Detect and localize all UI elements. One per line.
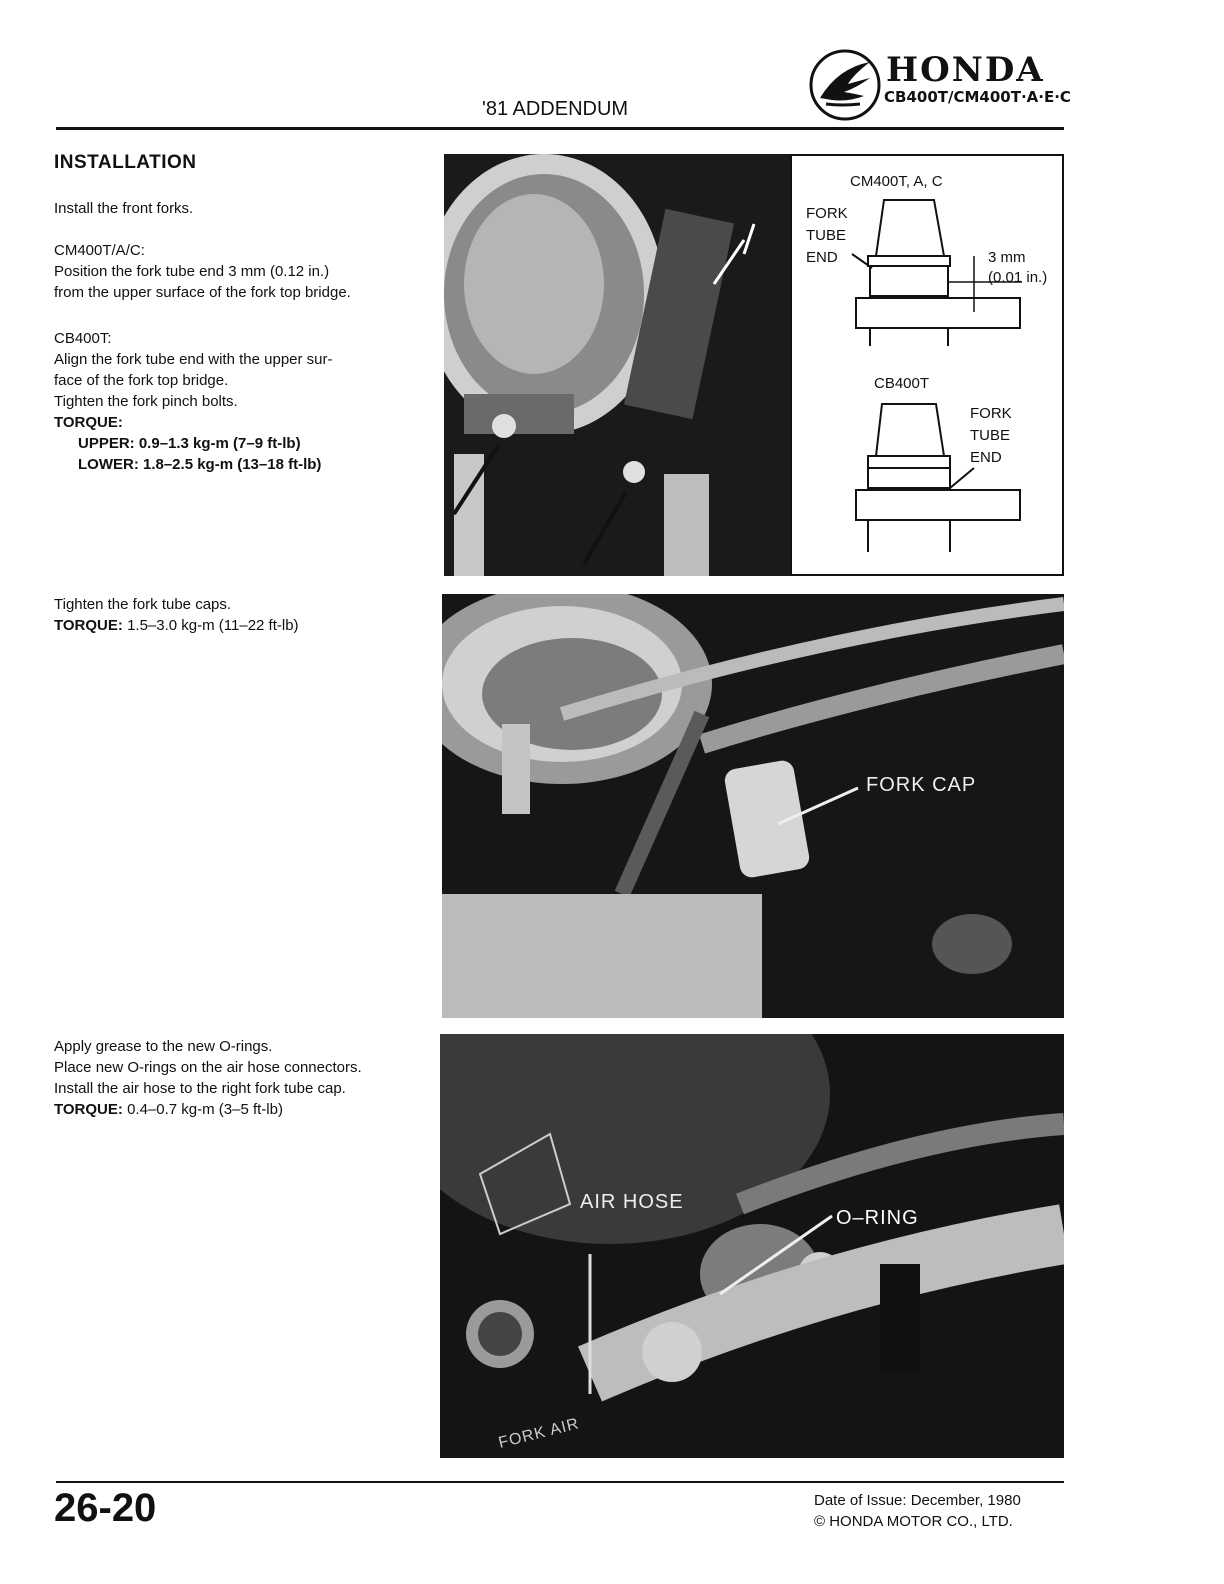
cm-instructions bbox=[54, 240, 426, 303]
diagram-fork-label-1: FORK bbox=[806, 205, 848, 222]
oring-torque-value: 0.4–0.7 kg-m (3–5 ft-lb) bbox=[127, 1101, 283, 1118]
install-forks-text: Install the front forks. bbox=[54, 200, 194, 217]
caps-torque-value: 1.5–3.0 kg-m (11–22 ft-lb) bbox=[127, 617, 299, 634]
footer-rule bbox=[56, 1481, 1064, 1483]
copyright: © HONDA MOTOR CO., LTD. bbox=[814, 1513, 1013, 1530]
cb-text-1: Align the fork tube end with the upper sur- bbox=[54, 351, 333, 368]
oring-line-2: Place new O-rings on the air hose connectors. bbox=[54, 1059, 362, 1076]
fork-bridge-photo bbox=[444, 154, 790, 576]
cb-text-2: face of the fork top bridge. bbox=[54, 372, 229, 389]
diagram-cb-title: CB400T bbox=[874, 375, 930, 392]
section-heading: INSTALLATION bbox=[54, 152, 197, 173]
oring-line-1: Apply grease to the new O-rings. bbox=[54, 1038, 273, 1055]
caps-torque-label: TORQUE: bbox=[54, 617, 123, 634]
fork-tube-diagram bbox=[790, 154, 1064, 576]
diagram-inch: (0.01 in.) bbox=[988, 269, 1048, 286]
model-codes: CB400T/CM400T·A·E·C bbox=[884, 88, 1071, 106]
air-hose-label: AIR HOSE bbox=[580, 1191, 684, 1213]
fork-cap-label: FORK CAP bbox=[866, 774, 977, 796]
torque-upper: UPPER: 0.9–1.3 kg-m (7–9 ft-lb) bbox=[78, 435, 301, 452]
date-of-issue: Date of Issue: December, 1980 bbox=[814, 1492, 1021, 1509]
installation-text bbox=[54, 198, 426, 219]
footer-info bbox=[814, 1490, 1021, 1532]
diagram-mm: 3 mm bbox=[988, 249, 1026, 266]
caps-text: Tighten the fork tube caps. bbox=[54, 596, 232, 613]
fork-cap-photo bbox=[442, 594, 1064, 1018]
cm-heading: CM400T/A/C: bbox=[54, 242, 145, 259]
caps-instructions bbox=[54, 594, 426, 636]
diagram-tube-label-1: TUBE bbox=[806, 227, 847, 244]
cb-instructions bbox=[54, 328, 426, 475]
header-rule bbox=[56, 127, 1064, 130]
diagram-fork-label-2: FORK bbox=[970, 405, 1012, 422]
o-ring-label: O–RING bbox=[836, 1207, 919, 1229]
diagram-cm-title: CM400T, A, C bbox=[850, 173, 943, 190]
diagram-end-label-2: END bbox=[970, 449, 1002, 466]
oring-torque-label: TORQUE: bbox=[54, 1101, 123, 1118]
cm-text-2: from the upper surface of the fork top bridge. bbox=[54, 284, 351, 301]
honda-wing-logo-icon bbox=[808, 48, 882, 122]
brand-name: HONDA bbox=[886, 50, 1045, 90]
air-hose-photo bbox=[440, 1034, 1064, 1458]
page-number: 26-20 bbox=[54, 1486, 157, 1530]
fork-air-label: FORK AIR bbox=[496, 1415, 582, 1452]
cb-heading: CB400T: bbox=[54, 330, 112, 347]
torque-lower: LOWER: 1.8–2.5 kg-m (13–18 ft-lb) bbox=[78, 456, 322, 473]
diagram-tube-label-2: TUBE bbox=[970, 427, 1011, 444]
diagram-end-label-1: END bbox=[806, 249, 838, 266]
torque-label: TORQUE: bbox=[54, 414, 123, 431]
cb-text-3: Tighten the fork pinch bolts. bbox=[54, 393, 238, 410]
oring-instructions bbox=[54, 1036, 426, 1120]
cm-text-1: Position the fork tube end 3 mm (0.12 in.) bbox=[54, 263, 330, 280]
addendum-title: '81 ADDENDUM bbox=[482, 98, 629, 120]
oring-line-3: Install the air hose to the right fork tube cap. bbox=[54, 1080, 346, 1097]
